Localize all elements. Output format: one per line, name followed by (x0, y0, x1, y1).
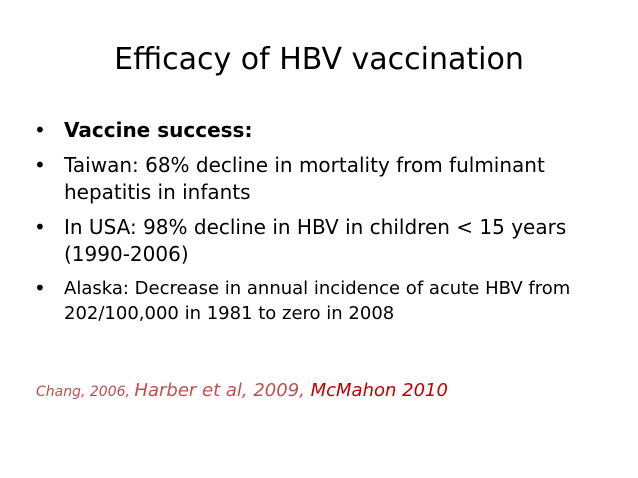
bullet-text: Vaccine success: (64, 118, 253, 142)
bullet-text: Taiwan: 68% decline in mortality from fulminant hepatitis in infants (64, 153, 545, 204)
bullet-item-usa (34, 214, 614, 268)
bullet-text: Alaska: Decrease in annual incidence of acute HBV from 202/100,000 in 1981 to zero in 2008 (64, 278, 571, 324)
bullet-dot-icon: • (34, 276, 46, 300)
citation-line (36, 379, 626, 404)
bullet-item-alaska (34, 276, 614, 326)
bullet-item-taiwan (34, 152, 614, 206)
bullet-dot-icon: • (34, 153, 46, 177)
bullet-list (34, 117, 614, 332)
bullet-text: In USA: 98% decline in HBV in children < 15 years (1990-2006) (64, 215, 567, 266)
citation-mcmahon: McMahon 2010 (310, 380, 448, 401)
citation-chang: Chang, 2006, (36, 384, 135, 400)
bullet-item-vaccine-success (34, 117, 614, 144)
citation-harber: Harber et al, 2009, (134, 380, 311, 401)
bullet-dot-icon: • (34, 118, 46, 142)
bullet-dot-icon: • (34, 215, 46, 239)
slide-title: Efficacy of HBV vaccination (114, 42, 524, 77)
